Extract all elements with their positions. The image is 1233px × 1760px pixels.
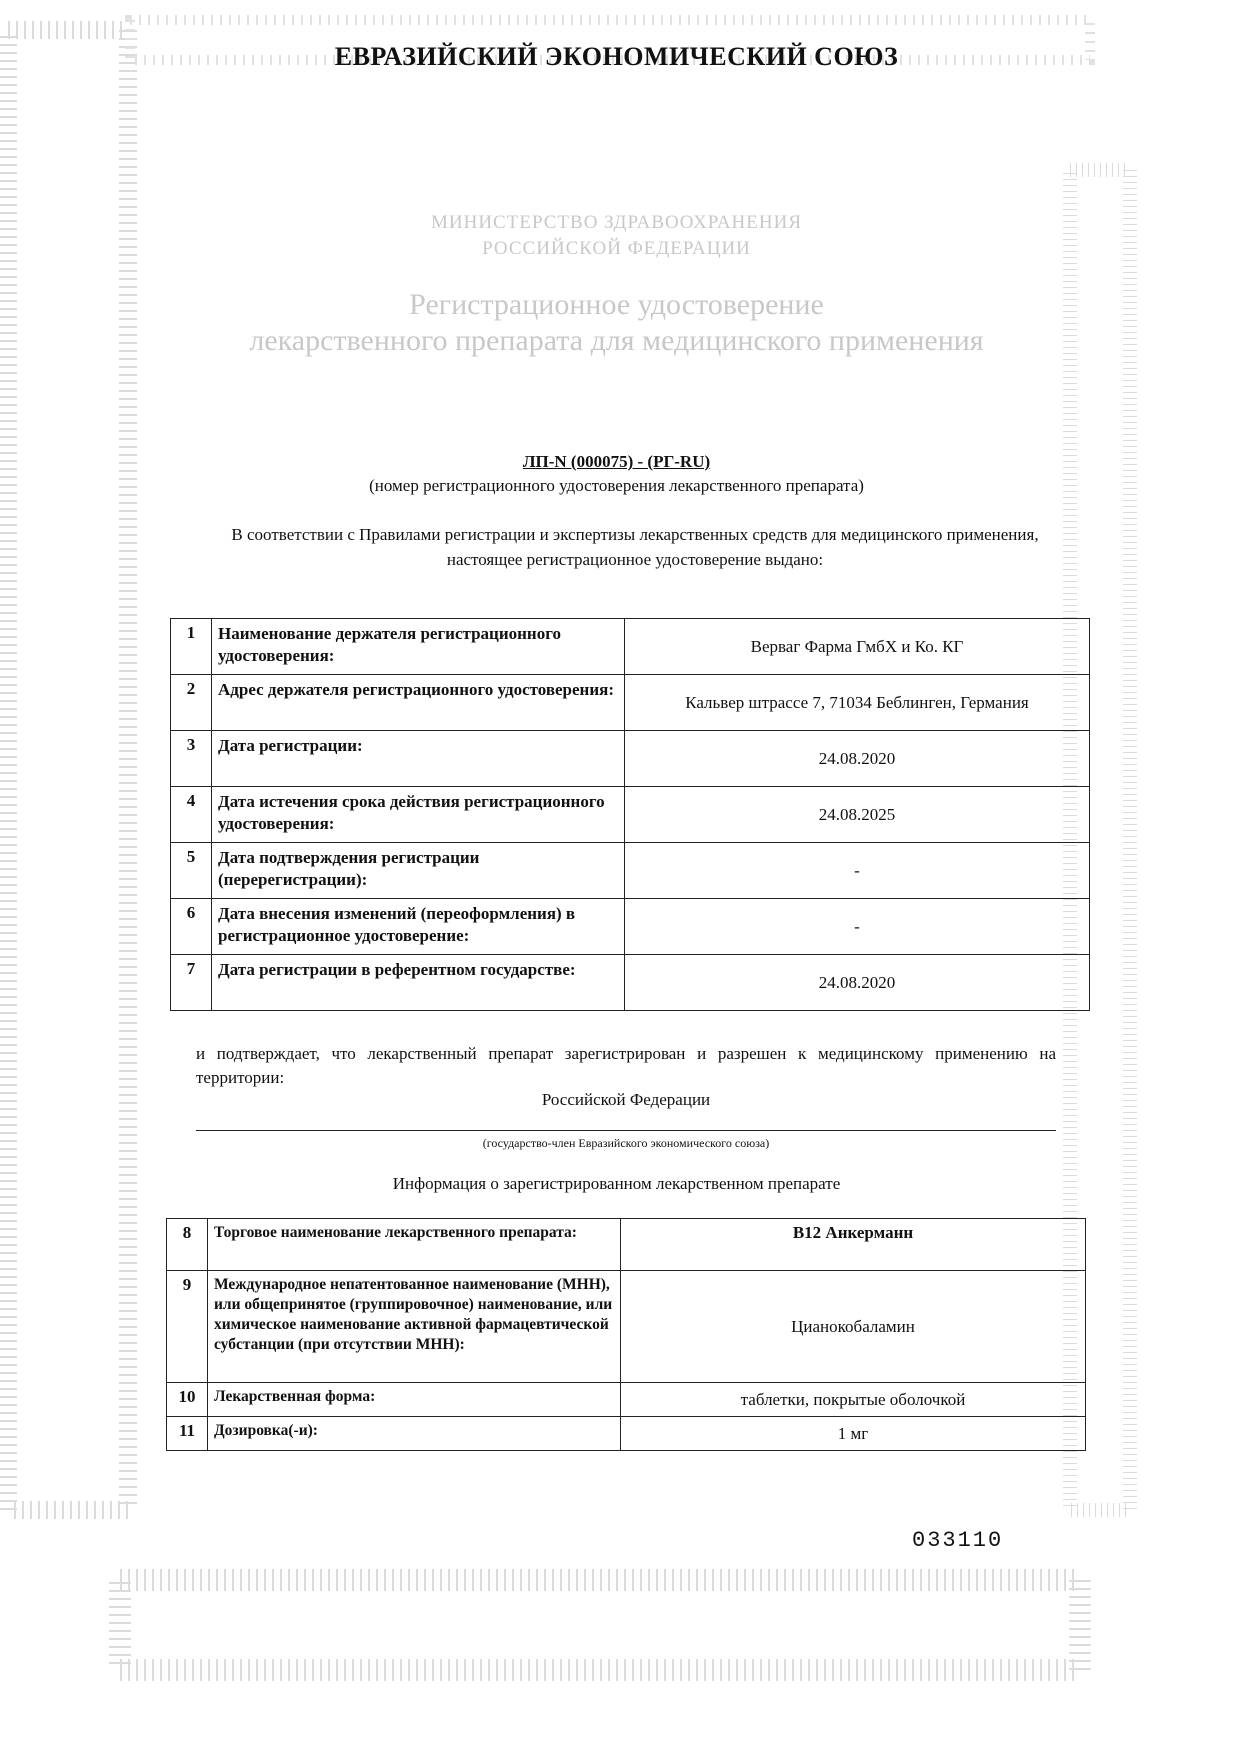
row-number: 9 (167, 1271, 208, 1383)
row-value: Верваг Фарма ГмбХ и Ко. КГ (625, 619, 1090, 675)
table-row (171, 899, 1090, 955)
row-number: 11 (167, 1417, 208, 1451)
row-number: 8 (167, 1219, 208, 1271)
row-value: 24.08.2025 (625, 787, 1090, 843)
certificate-title-2: лекарственного препарата для медицинского применения (249, 324, 984, 357)
row-label: Дозировка(-и): (208, 1417, 621, 1451)
row-number: 6 (171, 899, 212, 955)
intro-paragraph: В соответствии с Правилами регистрации и экспертизы лекарственных средств для медицинского применения, настоящее регистрационное удостоверение выдано: (231, 525, 1039, 569)
table-row (167, 1383, 1086, 1417)
registration-number-caption: (номер регистрационного удостоверения лекарственного препарата) (369, 476, 864, 495)
row-value: Цианокобаламин (621, 1271, 1086, 1383)
row-label: Дата внесения изменений (переоформления) в регистрационное удостоверение: (212, 899, 625, 955)
row-label: Дата регистрации: (212, 731, 625, 787)
union-title: ЕВРАЗИЙСКИЙ ЭКОНОМИЧЕСКИЙ СОЮЗ (334, 42, 899, 71)
product-table (166, 1218, 1086, 1451)
table-row (171, 955, 1090, 1011)
table-row (167, 1271, 1086, 1383)
row-number: 10 (167, 1383, 208, 1417)
row-value: B12 Анкерманн (621, 1219, 1086, 1271)
row-label: Торговое наименование лекарственного препарата: (208, 1219, 621, 1271)
product-info-title: Информация о зарегистрированном лекарственном препарате (392, 1174, 841, 1193)
row-value: 1 мг (621, 1417, 1086, 1451)
table-row (167, 1417, 1086, 1451)
row-label: Лекарственная форма: (208, 1383, 621, 1417)
territory-name: Российской Федерации (541, 1090, 711, 1109)
row-number: 7 (171, 955, 212, 1011)
table-row (171, 675, 1090, 731)
serial-number: 033110 (912, 1528, 1004, 1553)
ministry-line-1: МИНИСТЕРСТВО ЗДРАВООХРАНЕНИЯ (431, 212, 802, 233)
row-number: 5 (171, 843, 212, 899)
registration-number: ЛП-N (000075) - (РГ-RU) (522, 452, 711, 471)
row-value: таблетки, покрытые оболочкой (621, 1383, 1086, 1417)
row-label: Дата регистрации в референтном государстве: (212, 955, 625, 1011)
row-value: - (625, 843, 1090, 899)
row-number: 1 (171, 619, 212, 675)
ministry-line-2: РОССИЙСКОЙ ФЕДЕРАЦИИ (482, 238, 751, 259)
row-label: Дата подтверждения регистрации (перерегистрации): (212, 843, 625, 899)
row-label: Наименование держателя регистрационного удостоверения: (212, 619, 625, 675)
holder-table (170, 618, 1090, 1011)
table-row (171, 787, 1090, 843)
row-value: 24.08.2020 (625, 731, 1090, 787)
row-label: Адрес держателя регистрационного удостоверения: (212, 675, 625, 731)
row-number: 2 (171, 675, 212, 731)
table-row (171, 731, 1090, 787)
table-row (167, 1219, 1086, 1271)
confirmation-text: и подтверждает, что лекарственный препарат зарегистрирован и разрешен к медицинскому применению на территории: (196, 1044, 1056, 1087)
row-label: Дата истечения срока действия регистрационного удостоверения: (212, 787, 625, 843)
table-row (171, 619, 1090, 675)
table-row (171, 843, 1090, 899)
row-number: 4 (171, 787, 212, 843)
row-number: 3 (171, 731, 212, 787)
row-value: 24.08.2020 (625, 955, 1090, 1011)
divider (196, 1130, 1056, 1131)
territory-caption: (государство-член Евразийского экономического союза) (482, 1136, 770, 1150)
row-value: - (625, 899, 1090, 955)
row-label: Международное непатентованное наименование (МНН), или общепринятое (группировочное) наименование, или химическое наименование активной фармацевтической субстанции (при отсутствии МНН): (208, 1271, 621, 1383)
row-value: Кальвер штрассе 7, 71034 Беблинген, Германия (625, 675, 1090, 731)
certificate-title-1: Регистрационное удостоверение (409, 288, 824, 321)
